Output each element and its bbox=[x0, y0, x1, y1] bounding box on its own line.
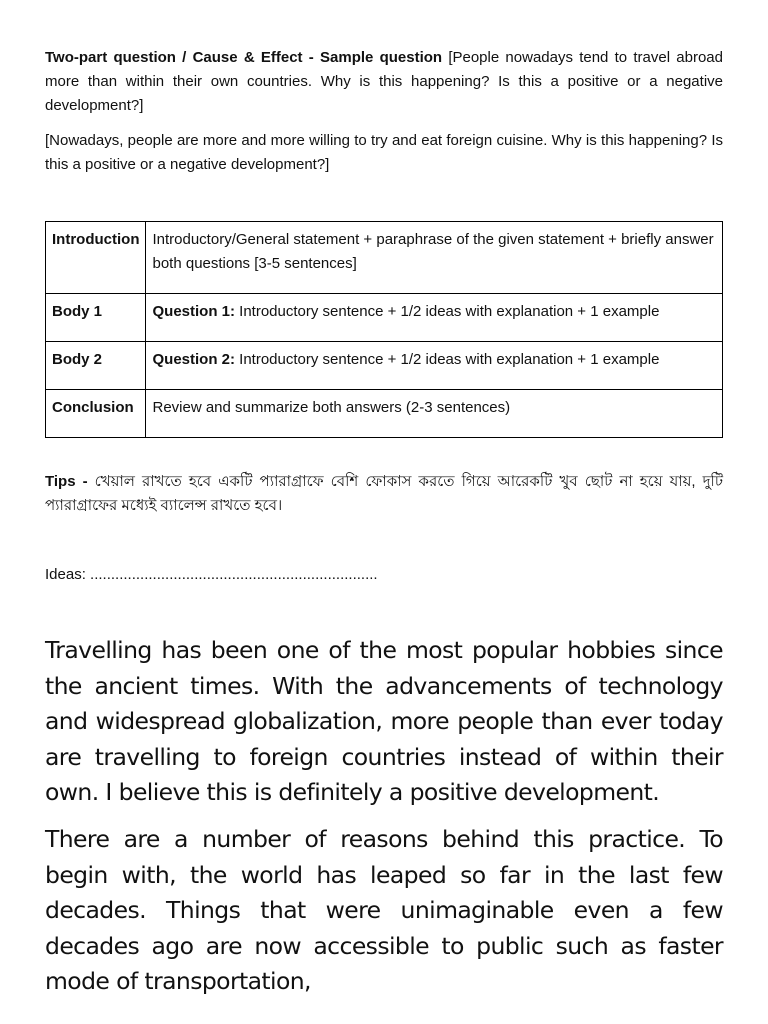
sample-question-2: [Nowadays, people are more and more willing to try and eat foreign cuisine. Why is this happening? Is this a positive or a negative development?] bbox=[45, 132, 723, 173]
table-row bbox=[46, 222, 723, 294]
row-label: Conclusion bbox=[46, 390, 146, 438]
row-description bbox=[146, 390, 723, 438]
row-label: Introduction bbox=[46, 222, 146, 294]
row-text: Introductory sentence + 1/2 ideas with explanation + 1 example bbox=[235, 351, 660, 368]
essay-paragraph-2: There are a number of reasons behind this practice. To begin with, the world has leaped so far in the last few decades. Things that were unimaginable even a few decades ago are now accessible to public such as faster mode of transportation, bbox=[45, 825, 723, 995]
question-1-text: [People nowadays tend to travel abroad more than within their own countries. Why is this happening? Is this a positive or a negative development?] bbox=[45, 49, 723, 114]
row-label: Body 1 bbox=[46, 294, 146, 342]
table-row bbox=[46, 342, 723, 390]
row-prefix: Question 1: bbox=[152, 303, 235, 320]
tips-note bbox=[45, 470, 723, 518]
row-text: Introductory/General statement + paraphrase of the given statement + briefly answer both questions [3-5 sentences] bbox=[152, 231, 714, 272]
question-heading: Two-part question / Cause & Effect - Sample question bbox=[45, 49, 443, 66]
table-row bbox=[46, 390, 723, 438]
row-description bbox=[146, 222, 723, 294]
ideas-line bbox=[45, 563, 378, 587]
tips-text: খেয়াল রাখতে হবে একটি প্যারাগ্রাফে বেশি ফোকাস করতে গিয়ে আরেকটি খুব ছোট না হয়ে যায়, দুটি প্যারাগ্রাফের মধ্যেই ব্যালেন্স রাখতে হবে। bbox=[45, 473, 723, 514]
row-text: Review and summarize both answers (2-3 sentences) bbox=[152, 399, 511, 416]
ideas-label: Ideas: ..................................................................... bbox=[45, 566, 378, 583]
essay-paragraph-1: Travelling has been one of the most popular hobbies since the ancient times. With the advancements of technology and widespread globalization, more people than ever today are travelling to foreign countries instead of within their own. I believe this is definitely a positive development. bbox=[45, 636, 723, 806]
tips-label: Tips - bbox=[45, 473, 88, 490]
row-description bbox=[146, 342, 723, 390]
sample-question-1 bbox=[45, 46, 723, 118]
essay-structure-table bbox=[45, 221, 723, 438]
row-description bbox=[146, 294, 723, 342]
table-row bbox=[46, 294, 723, 342]
row-text: Introductory sentence + 1/2 ideas with explanation + 1 example bbox=[235, 303, 660, 320]
row-label: Body 2 bbox=[46, 342, 146, 390]
row-prefix: Question 2: bbox=[152, 351, 235, 368]
